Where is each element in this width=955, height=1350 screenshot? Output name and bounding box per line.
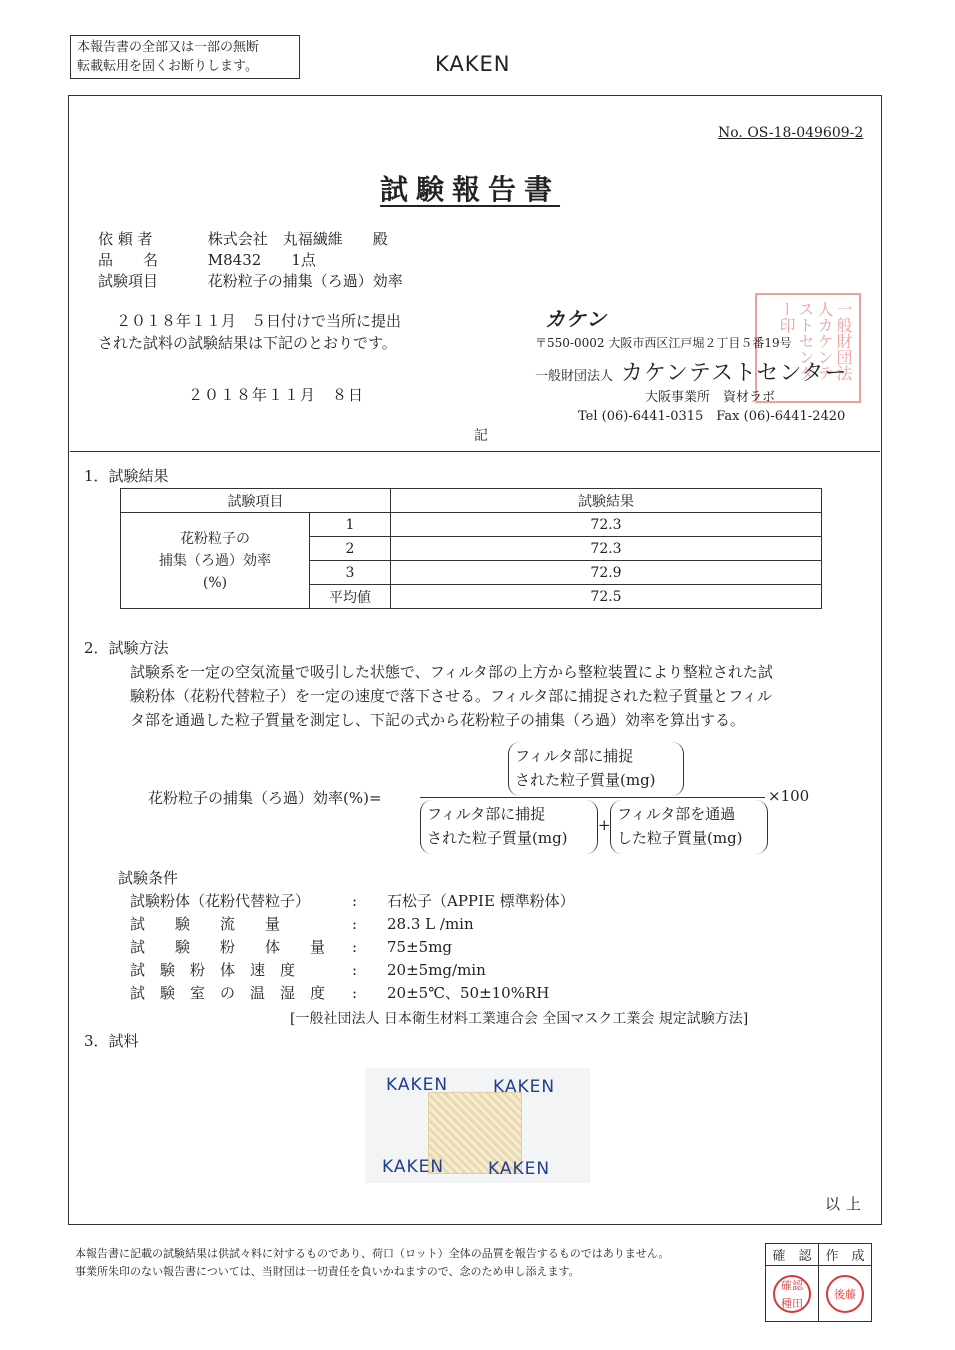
- formula-plus: +: [598, 816, 611, 834]
- confirm-seal-cell: [766, 1266, 819, 1322]
- kaken-mark: KAKEN: [386, 1075, 449, 1095]
- col-item-header: 試験項目: [121, 489, 391, 513]
- author-seal-cell: [819, 1266, 872, 1322]
- section3-heading: 3．試料: [84, 1032, 139, 1050]
- section2-heading: 2．試験方法: [84, 639, 169, 657]
- report-date: ２０１８年１１月 ８日: [188, 386, 365, 404]
- item-line-2: 捕集（ろ過）効率: [159, 552, 271, 569]
- notice-line-1: 本報告書の全部又は一部の無断: [77, 40, 260, 55]
- product-row: [98, 249, 316, 270]
- test-item-label: 試験項目: [98, 272, 159, 290]
- formula-numerator: [508, 742, 684, 796]
- kaken-mark: KAKEN: [382, 1157, 445, 1177]
- row-label: 平均値: [310, 585, 391, 609]
- method-line-3: タ部を通過した粒子質量を測定し、下記の式から花粉粒子の捕集（ろ過）効率を算出する。: [130, 711, 746, 729]
- condition-value: 石松子（APPIE 標準粉体）: [387, 892, 575, 910]
- intro-text: [98, 310, 401, 354]
- end-mark: 以上: [825, 1195, 868, 1213]
- organization-seal: 一般財団法人カケンテストセンター印: [755, 293, 861, 403]
- conditions-heading: 試験条件: [118, 869, 179, 887]
- notice-line-2: 転載転用を固くお断りします。: [77, 59, 258, 74]
- intro-line-2: された試料の試験結果は下記のとおりです。: [98, 334, 397, 352]
- client-value: 株式会社 丸福繊維 殿: [207, 230, 388, 248]
- condition-label: 試 験 粉 体 量: [130, 938, 326, 956]
- condition-label: 試 験 粉 体 速 度: [130, 961, 296, 979]
- kaken-logo: カケン: [545, 307, 607, 331]
- formula-denominator-a: [420, 800, 598, 854]
- num-line-2: された粒子質量(mg): [515, 771, 656, 789]
- num-line-1: フィルタ部に捕捉: [515, 747, 634, 765]
- condition-item: 試 験 流 量 : 28.3 L /min: [130, 913, 575, 936]
- condition-value: 20±5mg/min: [387, 961, 486, 979]
- client-row: [98, 228, 388, 249]
- kaken-mark: KAKEN: [493, 1077, 556, 1097]
- den-a-line-2: された粒子質量(mg): [427, 829, 568, 847]
- row-label: 1: [310, 513, 391, 537]
- condition-value: 28.3 L /min: [387, 915, 474, 933]
- section1-heading: 1．試験結果: [84, 467, 169, 485]
- org-name: カケンテストセンター: [621, 361, 848, 386]
- org-address: 〒550-0002 大阪市西区江戸堀２丁目５番19号: [535, 336, 792, 350]
- brand-header: KAKEN: [435, 52, 511, 76]
- conditions-list: [130, 890, 575, 1005]
- standard-reference: [一般社団法人 日本衛生材料工業連合会 全国マスク工業会 規定試験方法]: [290, 1011, 749, 1027]
- org-name-line: [535, 356, 848, 387]
- row-value: 72.9: [391, 561, 822, 585]
- col-result-header: 試験結果: [391, 489, 822, 513]
- row-value: 72.3: [391, 513, 822, 537]
- copyright-notice-box: [70, 35, 300, 79]
- den-b-line-1: フィルタ部を通過: [617, 805, 736, 823]
- author-header: 作 成: [819, 1244, 872, 1266]
- product-label: 品 名: [98, 251, 159, 269]
- product-value: M8432 1点: [207, 251, 316, 269]
- intro-line-1: ２０１８年１１月 ５日付けで当所に提出: [116, 312, 402, 330]
- condition-item: 試 験 粉 体 速 度 : 20±5mg/min: [130, 959, 575, 982]
- author-seal: 後藤: [826, 1275, 864, 1313]
- item-line-3: (%): [202, 574, 228, 591]
- method-line-1: 試験系を一定の空気流量で吸引した状態で、フィルタ部の上方から整粒装置により整粒された試: [130, 663, 773, 681]
- den-b-line-2: した粒子質量(mg): [617, 829, 743, 847]
- kaken-mark: KAKEN: [488, 1159, 551, 1179]
- test-item-row: [98, 270, 403, 291]
- condition-item: 試 験 粉 体 量 : 75±5mg: [130, 936, 575, 959]
- row-label: 2: [310, 537, 391, 561]
- ki-mark: 記: [474, 428, 488, 444]
- org-tel-fax: Tel (06)-6441-0315 Fax (06)-6441-2420: [578, 409, 846, 424]
- client-label: 依 頼 者: [98, 230, 153, 248]
- condition-item: 試 験 室 の 温 湿 度 : 20±5℃、50±10%RH: [130, 982, 575, 1005]
- results-table: [120, 488, 822, 609]
- org-dept: 大阪事業所 資材ラボ: [645, 390, 776, 405]
- item-cell: [121, 513, 310, 609]
- row-label: 3: [310, 561, 391, 585]
- document-number: No. OS-18-049609-2: [718, 125, 864, 141]
- table-row: [121, 513, 822, 537]
- condition-label: 試験粉体（花粉代替粒子）: [130, 892, 311, 910]
- condition-label: 試 験 流 量: [130, 915, 281, 933]
- footer-line-1: 本報告書に記載の試験結果は供試々料に対するものであり、荷口（ロット）全体の品質を報告するものではありません。: [75, 1247, 670, 1260]
- row-value: 72.5: [391, 585, 822, 609]
- confirm-header: 確 認: [766, 1244, 819, 1266]
- formula-lhs: 花粉粒子の捕集（ろ過）効率(%)=: [148, 789, 382, 807]
- page-title: 試験報告書: [380, 173, 561, 206]
- condition-item: 試験粉体（花粉代替粒子） : 石松子（APPIE 標準粉体）: [130, 890, 575, 913]
- method-text: [130, 660, 875, 732]
- footer-line-2: 事業所朱印のない報告書については、当財団は一切責任を負いかねますので、念のため申し添えます。: [75, 1265, 580, 1278]
- formula-denominator-b: [610, 800, 768, 854]
- item-line-1: 花粉粒子の: [180, 530, 250, 547]
- row-value: 72.3: [391, 537, 822, 561]
- approval-table: [765, 1243, 872, 1322]
- footer-disclaimer: [75, 1245, 765, 1281]
- divider: [70, 451, 880, 452]
- test-item-value: 花粉粒子の捕集（ろ過）効率: [207, 272, 403, 290]
- condition-value: 75±5mg: [387, 938, 453, 956]
- den-a-line-1: フィルタ部に捕捉: [427, 805, 546, 823]
- table-header-row: [121, 489, 822, 513]
- condition-label: 試 験 室 の 温 湿 度: [130, 984, 326, 1002]
- formula-times-100: ×100: [768, 787, 810, 805]
- condition-value: 20±5℃、50±10%RH: [387, 984, 550, 1002]
- fraction-bar: [420, 797, 765, 798]
- confirm-seal: 確認 種田: [773, 1275, 811, 1313]
- method-line-2: 験粉体（花粉代替粒子）を一定の速度で落下させる。フィルタ部に捕捉された粒子質量とフィル: [130, 687, 773, 705]
- org-prefix: 一般財団法人: [535, 369, 614, 384]
